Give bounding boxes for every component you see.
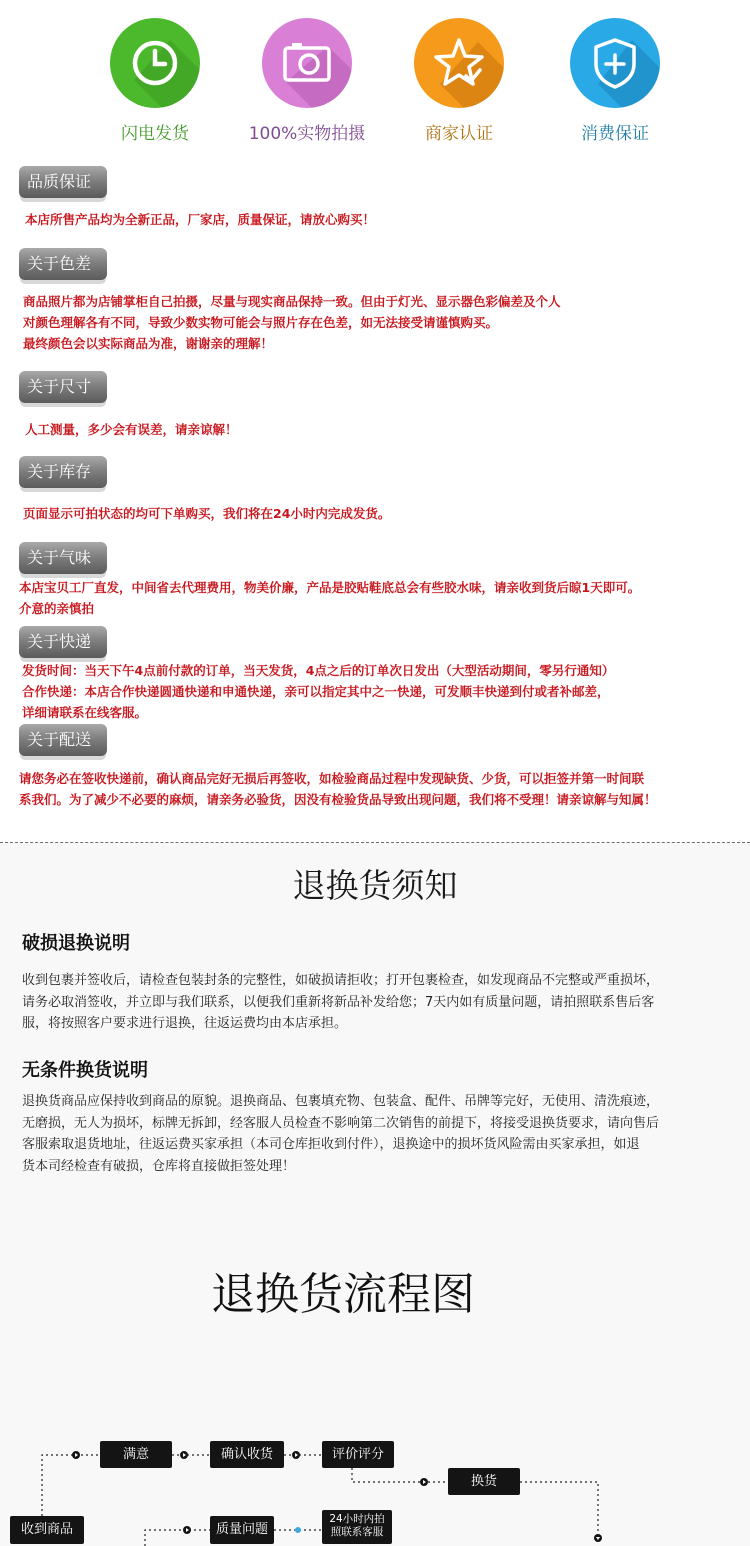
text-line: 合作快递：本店合作快递圆通快递和申通快递，亲可以指定其中之一快递，可发顺丰快递到付或者补邮差， bbox=[22, 684, 610, 699]
text-line: 请您务必在签收快递前，确认商品完好无损后再签收，如检验商品过程中发现缺货、少货，可以拒签并第一时间联 bbox=[19, 771, 645, 786]
text-line: 客服索取退货地址，往返运费买家承担（本司仓库拒收到付件），退换途中的损坏货风险需由买家承担，如退 bbox=[22, 1137, 640, 1152]
section-tag-delivery: 关于配送 bbox=[19, 724, 107, 756]
flow-node-exchange: 换货 bbox=[448, 1468, 520, 1495]
section-tag-express: 关于快递 bbox=[19, 626, 107, 658]
text-line: 无磨损，无人为损坏，标牌无拆卸，经客服人员检查不影响第二次销售的前提下，将接受退换货要求，请向售后 bbox=[22, 1115, 660, 1131]
text-line: 页面显示可拍状态的均可下单购买，我们将在24小时内完成发货。 bbox=[23, 506, 391, 521]
flow-node-satisfied: 满意 bbox=[100, 1441, 172, 1468]
text-line: 发货时间：当天下午4点前付款的订单，当天发货，4点之后的订单次日发出（大型活动期间，零另行通知） bbox=[22, 663, 615, 678]
section-tag-color: 关于色差 bbox=[19, 248, 107, 280]
text-line: 最终颜色会以实际商品为准，谢谢亲的理解！ bbox=[23, 336, 274, 351]
text-line: 本店宝贝工厂直发，中间省去代理费用，物美价廉，产品是胶贴鞋底总会有些胶水味，请亲收到货后晾1天即可。 bbox=[19, 580, 641, 595]
flow-node-contact-service bbox=[322, 1510, 392, 1544]
flow-node-quality-issue: 质量问题 bbox=[210, 1516, 274, 1544]
flow-node-confirm-receipt: 确认收货 bbox=[210, 1441, 284, 1468]
text-line: 货本司经检查有破损，仓库将直接做拒签处理！ bbox=[22, 1158, 296, 1174]
feature-label: 闪电发货 bbox=[121, 124, 189, 144]
text-line: 服，将按照客户要求进行退换，往返运费均由本店承担。 bbox=[22, 1016, 348, 1031]
flow-node-review: 评价评分 bbox=[322, 1441, 394, 1468]
text-line: 收到包裹并签收后，请检查包装封条的完整性，如破损请拒收；打开包裹检查，如发现商品不完整或严重损坏， bbox=[22, 973, 660, 988]
feature-label: 商家认证 bbox=[425, 124, 493, 144]
exchange-title: 无条件换货说明 bbox=[22, 1060, 148, 1081]
text-line: 请务必取消签收，并立即与我们联系，以便我们重新将新品补发给您；7天内如有质量问题，请拍照联系售后客 bbox=[22, 994, 655, 1010]
feature-label: 100%实物拍摄 bbox=[248, 124, 366, 144]
text-line: 对颜色理解各有不同，导致少数实物可能会与照片存在色差，如无法接受请谨慎购买。 bbox=[23, 315, 499, 330]
text-line: 人工测量，多少会有误差，请亲谅解！ bbox=[25, 422, 238, 437]
section-tag-quality: 品质保证 bbox=[19, 166, 107, 198]
text-line: 退换货商品应保持收到商品的原貌。退换商品、包裹填充物、包装盒、配件、吊牌等完好，无使用、清洗痕迹， bbox=[22, 1094, 660, 1109]
returns-title: 退换货须知 bbox=[292, 866, 458, 905]
text-line: 商品照片都为店铺掌柜自己拍摄，尽量与现实商品保持一致。但由于灯光、显示器色彩偏差及个人 bbox=[23, 294, 561, 309]
text-line: 本店所售产品均为全新正品，厂家店，质量保证，请放心购买！ bbox=[25, 212, 376, 227]
text-line: 介意的亲慎拍 bbox=[19, 601, 95, 616]
feature-label: 消费保证 bbox=[581, 124, 649, 144]
text-line: 系我们。为了减少不必要的麻烦，请亲务必验货，因没有检验货品导致出现问题，我们将不受理！请亲谅解与知属！ bbox=[19, 792, 657, 807]
text-line: 详细请联系在线客服。 bbox=[22, 705, 148, 720]
section-tag-smell: 关于气味 bbox=[19, 542, 107, 574]
flow-node-line: 24小时内拍 bbox=[329, 1513, 385, 1525]
flow-title: 退换货流程图 bbox=[211, 1269, 475, 1320]
flow-node-line: 照联系客服 bbox=[330, 1526, 384, 1538]
section-tag-size: 关于尺寸 bbox=[19, 371, 107, 403]
damage-title: 破损退换说明 bbox=[22, 933, 130, 954]
section-tag-stock: 关于库存 bbox=[19, 456, 107, 488]
flow-node-received: 收到商品 bbox=[10, 1516, 84, 1544]
